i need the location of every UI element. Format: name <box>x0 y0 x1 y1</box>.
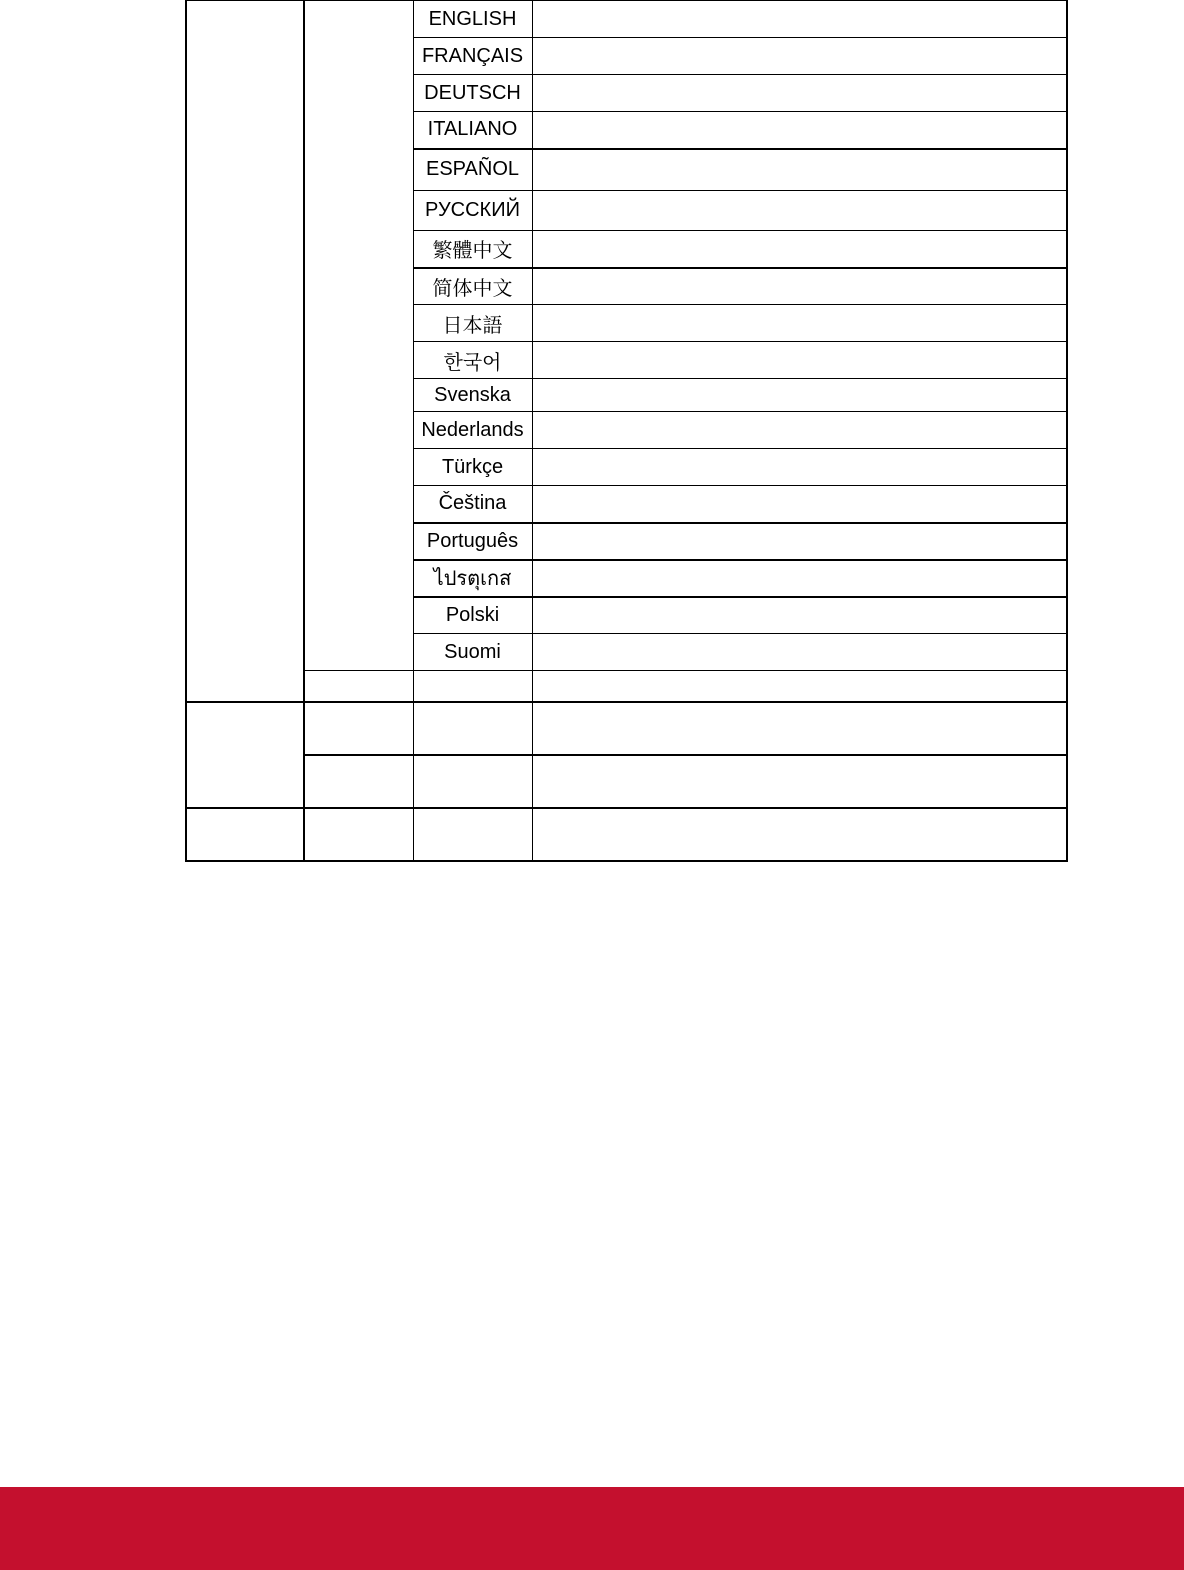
language-option-korean: 한국어 <box>413 342 532 379</box>
language-option-suomi: Suomi <box>413 634 532 671</box>
description-cell <box>532 379 1067 412</box>
table-row <box>186 1 1067 38</box>
language-option-thai: ไปรตุเกส <box>413 560 532 597</box>
description-cell <box>532 523 1067 560</box>
menu-category-cell <box>186 1 304 702</box>
description-cell <box>532 342 1067 379</box>
menu-item-cell <box>304 808 413 861</box>
language-option-simplified-chinese: 简体中文 <box>413 268 532 305</box>
language-option-deutsch: DEUTSCH <box>413 75 532 112</box>
menu-item-cell <box>304 702 413 755</box>
language-option-japanese: 日本語 <box>413 305 532 342</box>
language-option-russian: РУССКИЙ <box>413 191 532 231</box>
description-cell <box>532 671 1067 702</box>
description-cell <box>532 191 1067 231</box>
osd-menu-table <box>185 0 1068 862</box>
description-cell <box>532 808 1067 861</box>
description-cell <box>532 486 1067 523</box>
table-row <box>186 808 1067 861</box>
language-option-traditional-chinese: 繁體中文 <box>413 231 532 268</box>
menu-category-cell <box>186 702 304 808</box>
description-cell <box>532 75 1067 112</box>
description-cell <box>532 755 1067 808</box>
table-row <box>186 755 1067 808</box>
menu-item-cell <box>304 755 413 808</box>
language-option-nederlands: Nederlands <box>413 412 532 449</box>
description-cell <box>532 634 1067 671</box>
description-cell <box>532 231 1067 268</box>
description-cell <box>532 560 1067 597</box>
description-cell <box>532 112 1067 149</box>
description-cell <box>532 597 1067 634</box>
menu-item-cell <box>304 1 413 671</box>
description-cell <box>532 702 1067 755</box>
language-option-italiano: ITALIANO <box>413 112 532 149</box>
option-cell <box>413 702 532 755</box>
language-option-espanol: ESPAÑOL <box>413 149 532 191</box>
description-cell <box>532 412 1067 449</box>
description-cell <box>532 149 1067 191</box>
option-cell <box>413 808 532 861</box>
language-option-cestina: Čeština <box>413 486 532 523</box>
language-option-svenska: Svenska <box>413 379 532 412</box>
table-row <box>186 671 1067 702</box>
menu-category-cell <box>186 808 304 861</box>
language-option-english: ENGLISH <box>413 1 532 38</box>
footer-bar <box>0 1487 1184 1570</box>
description-cell <box>532 38 1067 75</box>
language-option-turkce: Türkçe <box>413 449 532 486</box>
description-cell <box>532 268 1067 305</box>
description-cell <box>532 1 1067 38</box>
language-option-portugues: Português <box>413 523 532 560</box>
description-cell <box>532 305 1067 342</box>
description-cell <box>532 449 1067 486</box>
option-cell <box>413 671 532 702</box>
table-row <box>186 702 1067 755</box>
language-option-francais: FRANÇAIS <box>413 38 532 75</box>
menu-item-cell <box>304 671 413 702</box>
language-option-polski: Polski <box>413 597 532 634</box>
option-cell <box>413 755 532 808</box>
